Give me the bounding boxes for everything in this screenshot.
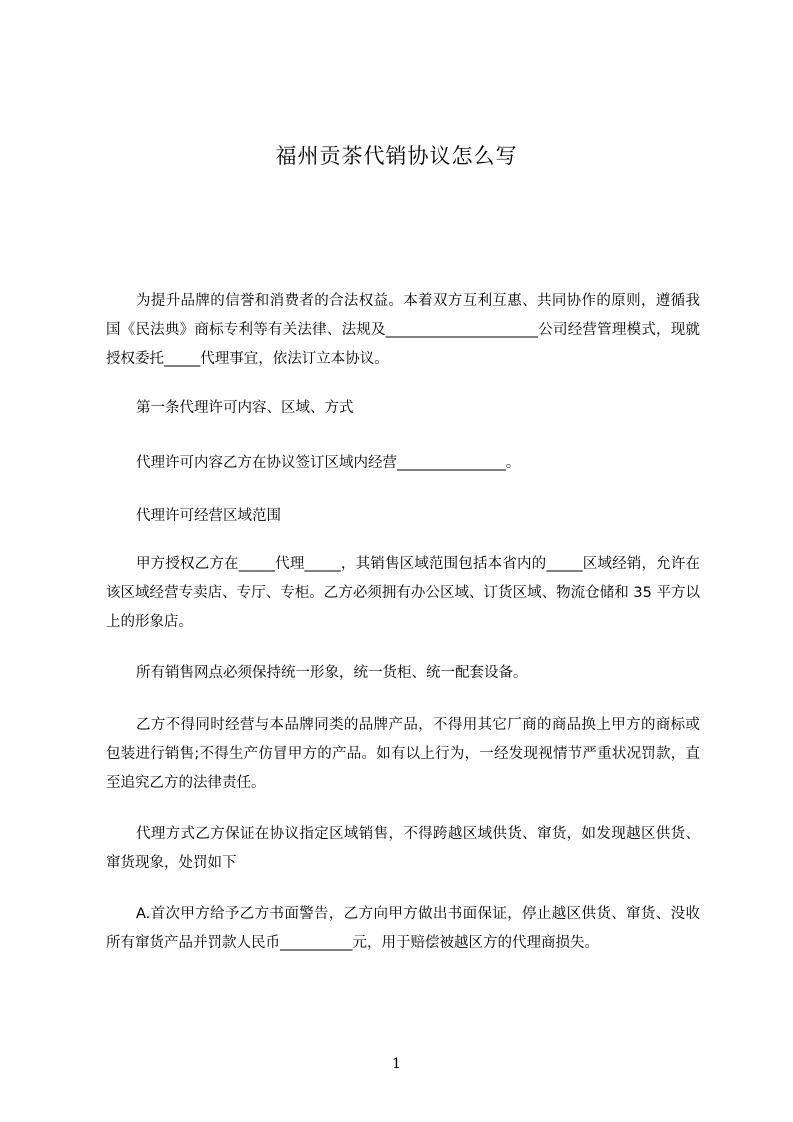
paragraph-unified-image: 所有销售网点必须保持统一形象，统一货柜、统一配套设备。 bbox=[136, 665, 528, 681]
paragraph-region-heading: 代理许可经营区域范围 bbox=[136, 508, 281, 524]
document-title: 福州贡茶代销协议怎么写 bbox=[275, 144, 518, 168]
paragraph-license-content: 代理许可内容乙方在协议签订区域内经营_______________。 bbox=[136, 455, 521, 471]
paragraph-region-scope: 甲方授权乙方在_____代理_____，其销售区域范围包括本省内的_____区域经销，允许在该区域经营专卖店、专厅、专柜。乙方必须拥有办公区域、订货区域、物流仓储和 35 平方以上的形象店。 bbox=[106, 556, 700, 630]
paragraph-agency-method: 代理方式乙方保证在协议指定区域销售，不得跨越区域供货、窜货，如发现越区供货、窜货现象，处罚如下 bbox=[106, 826, 700, 871]
paragraph-exclusivity: 乙方不得同时经营与本品牌同类的品牌产品，不得用其它厂商的商品换上甲方的商标或包装进行销售;不得生产仿冒甲方的产品。如有以上行为，一经发现视情节严重状况罚款，直至追究乙方的法律责任。 bbox=[106, 717, 700, 791]
paragraph-article-1-heading: 第一条代理许可内容、区域、方式 bbox=[136, 400, 354, 416]
page-number: 1 bbox=[392, 1056, 401, 1072]
paragraph-preamble: 为提升品牌的信誉和消费者的合法权益。本着双方互利互惠、共同协作的原则，遵循我国《民法典》商标专利等有关法律、法规及_____________________公司经营管理模式，现就授权委托_____代理事宜，依法订立本协议。 bbox=[106, 293, 700, 367]
paragraph-penalty-a: A.首次甲方给予乙方书面警告，乙方向甲方做出书面保证，停止越区供货、窜货、没收所有窜货产品并罚款人民币__________元，用于赔偿被越区方的代理商损失。 bbox=[106, 906, 700, 951]
